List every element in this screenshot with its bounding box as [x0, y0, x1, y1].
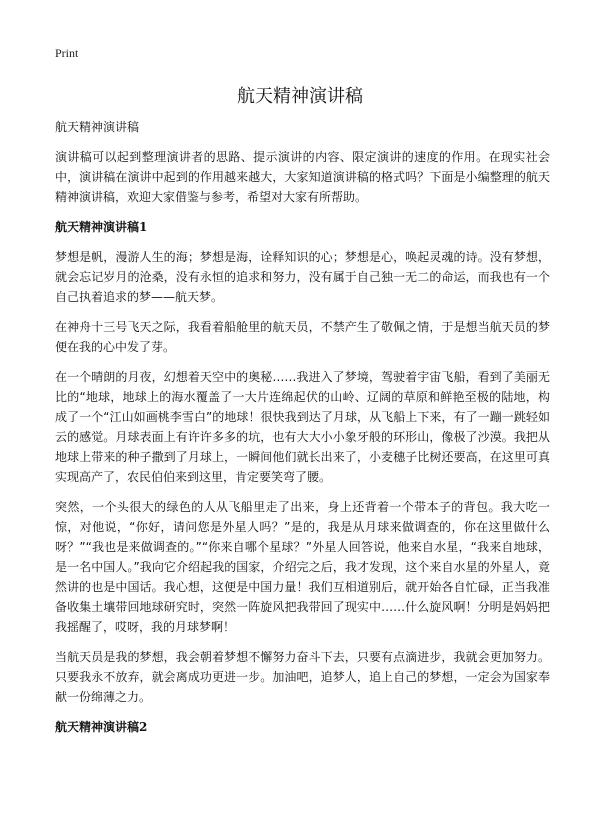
paragraph: 突然，一个头很大的绿色的人从飞船里走了出来，身上还背着一个带本子的背包。我大吃一惊，对他说，“你好，请问您是外星人吗？”是的，我是从月球来做调查的，你在这里做什么呀？”“我也是来做调查的。”“你来自哪个星球？”外星人回答说，他来自水星，“我来自地球，是一名中国人。”我向它介绍起我的国家，介绍完之后，我才发现，这个来自水星的外星人，竟然讲的也是中国话。我心想，这便是中国力量！我们互相道别后，就开始各自忙碌，正当我准备收集土壤带回地球研究时，突然一阵旋风把我带回了现实中……什么旋风啊！分明是妈妈把我摇醒了，哎呀，我的月球梦啊！: [55, 500, 550, 634]
article-subtitle: 航天精神演讲稿: [55, 120, 140, 134]
print-link[interactable]: Print: [55, 46, 79, 60]
paragraph: 当航天员是我的梦想，我会朝着梦想不懈努力奋斗下去，只要有点滴进步，我就会更加努力。只要我永不放弃，就会离成功更进一步。加油吧，追梦人，追上自己的梦想，一定会为国家奉献一份绵薄之力。: [55, 650, 550, 704]
page-title: 航天精神演讲稿: [237, 86, 363, 107]
section-heading-1: 航天精神演讲稿1: [55, 220, 148, 234]
article-body: [55, 117, 550, 747]
intro-paragraph: 演讲稿可以起到整理演讲者的思路、提示演讲的内容、限定演讲的速度的作用。在现实社会中，演讲稿在演讲中起到的作用越来越大，大家知道演讲稿的格式吗？下面是小编整理的航天精神演讲稿，欢迎大家借鉴与参考，希望对大家有所帮助。: [55, 150, 550, 204]
paragraph: 在一个晴朗的月夜，幻想着天空中的奥秘……我进入了梦境，驾驶着宇宙飞船，看到了美丽无比的“地球，地球上的海水覆盖了一大片连绵起伏的山岭、辽阔的草原和鲜艳至极的陆地，构成了一个“江山如画桃李雪白”的地球！很快我到达了月球，从飞船上下来，有了一蹦一跳轻如云的感觉。月球表面上有许许多多的坑，也有大大小小象牙般的环形山，像极了沙漠。我把从地球上带来的种子撒到了月球上，一瞬间他们就长出来了，小麦穗子比树还要高，在这里可真实现高产了，农民伯伯来到这里，肯定要笑弯了腰。: [55, 370, 550, 484]
section-heading-2: 航天精神演讲稿2: [55, 720, 148, 734]
paragraph: 梦想是帆，漫游人生的海；梦想是海，诠释知识的心；梦想是心，唤起灵魂的诗。没有梦想，就会忘记岁月的沧桑，没有永恒的追求和努力，没有属于自己独一无二的命运，而我也有一个自己执着追求的梦——航天梦。: [55, 250, 550, 304]
paragraph: 在神舟十三号飞天之际，我看着船舱里的航天员，不禁产生了敬佩之情，于是想当航天员的梦便在我的心中发了芽。: [55, 320, 550, 354]
